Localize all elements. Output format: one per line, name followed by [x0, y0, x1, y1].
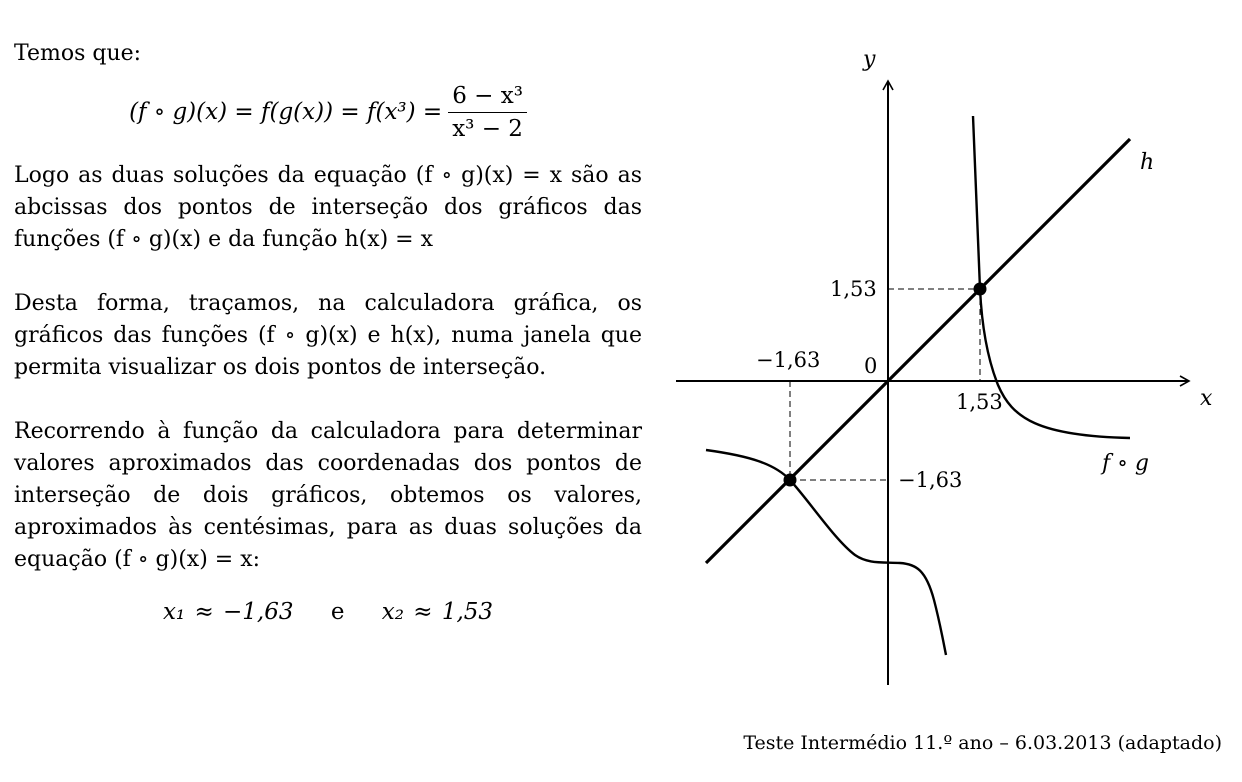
y-tick-positive: 1,53: [830, 277, 877, 301]
source-caption: Teste Intermédio 11.º ano – 6.03.2013 (adaptado): [743, 732, 1222, 754]
intersection-point-upper: [974, 283, 987, 296]
solution-text: [14, 38, 642, 628]
x-tick-positive: 1,53: [956, 390, 1003, 414]
solution-x1: x₁ ≈ −1,63: [162, 599, 294, 625]
x-tick-negative: −1,63: [756, 348, 821, 372]
x-axis-label: x: [1200, 386, 1213, 411]
formula-numerator: 6 − x³: [448, 82, 527, 113]
solution-values: [14, 596, 642, 628]
formula-fraction: [448, 82, 527, 143]
formula-lhs: (f ∘ g)(x) = f(g(x)) = f(x³) =: [129, 99, 443, 125]
formula-denominator: x³ − 2: [452, 115, 523, 142]
intersection-point-lower: [784, 474, 797, 487]
y-tick-negative: −1,63: [898, 468, 963, 492]
composition-formula: [14, 70, 642, 160]
line-h-label: h: [1140, 150, 1155, 175]
paragraph-approximation: Recorrendo à função da calculadora para determinar valores aproximados das coordenadas dos pontos de interseção de dois gráficos, obtemos os valores, aproximados às centésimas, para as duas soluções da equação (f ∘ g)(x) = x:: [14, 419, 642, 572]
paragraph-intersection: Logo as duas soluções da equação (f ∘ g)(x) = x são as abcissas dos pontos de interseção dos gráficos das funções (f ∘ g)(x) e da função h(x) = x: [14, 163, 642, 252]
origin-label: 0: [864, 354, 878, 378]
curve-fog-label: f ∘ g: [1102, 451, 1149, 476]
solution-x2: x₂ ≈ 1,53: [381, 599, 494, 625]
function-graph: [660, 40, 1220, 700]
intro-text: Temos que:: [14, 41, 142, 66]
y-axis-label: y: [863, 47, 876, 72]
solution-separator: e: [330, 599, 345, 625]
paragraph-calculator: Desta forma, traçamos, na calculadora gráfica, os gráficos das funções (f ∘ g)(x) e h(x), numa janela que permita visualizar os dois pontos de interseção.: [14, 291, 642, 380]
